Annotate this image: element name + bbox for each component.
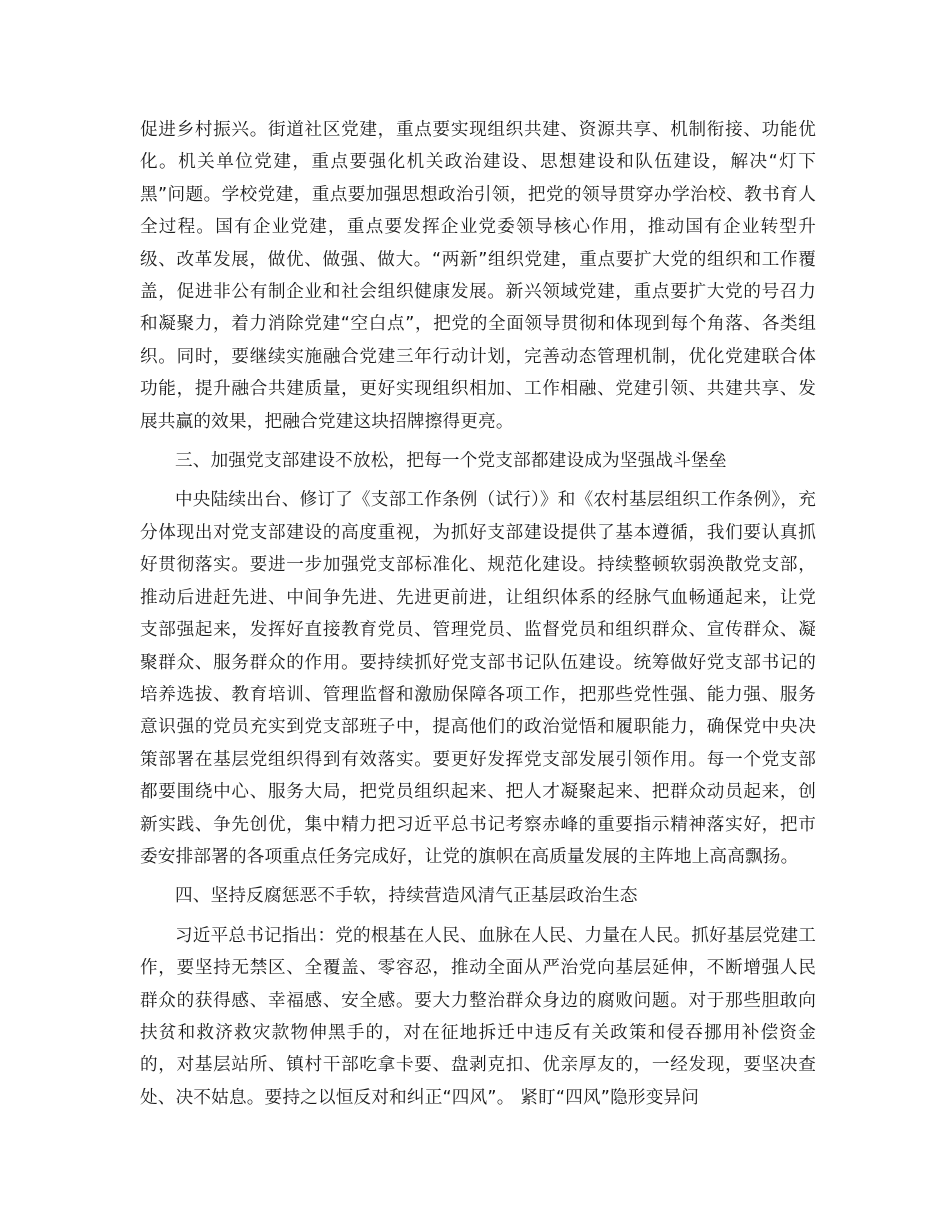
paragraph-party-branch-construction: 中央陆续出台、修订了《支部工作条例（试行）》和《农村基层组织工作条例》，充分体现出对党支部建设的高度重视，为抓好支部建设提供了基本遵循，我们要认真抓好贯彻落实。要进一步加强党支部标准化、规范化建设。持续整顿软弱涣散党支部，推动后进赶先进、中间争先进、先进更前进，让组织体系的经脉气血畅通起来，让党支部强起来，发挥好直接教育党员、管理党员、监督党员和组织群众、宣传群众、凝聚群众、服务群众的作用。要持续抓好党支部书记队伍建设。统筹做好党支部书记的培养选拔、教育培训、管理监督和激励保障各项工作，把那些党性强、能力强、服务意识强的党员充实到党支部班子中，提高他们的政治觉悟和履职能力，确保党中央决策部署在基层党组织得到有效落实。要更好发挥党支部发展引领作用。每一个党支部都要围绕中心、服务大局，把党员组织起来、把人才凝聚起来、把群众动员起来，创新实践、争先创优，集中精力把习近平总书记考察赤峰的重要指示精神落实好，把市委安排部署的各项重点任务完成好，让党的旗帜在高质量发展的主阵地上高高飘扬。 [140, 490, 816, 867]
section-heading-3: 三、加强党支部建设不放松，把每一个党支部都建设成为坚强战斗堡垒 [175, 451, 727, 472]
paragraph-gap [140, 873, 816, 880]
paragraph-gap [140, 477, 816, 484]
section-heading-4: 四、坚持反腐惩恶不手软，持续营造风清气正基层政治生态 [175, 886, 638, 907]
paragraph-party-building-fields: 促进乡村振兴。街道社区党建，重点要实现组织共建、资源共享、机制衔接、功能优化。机关单位党建，重点要强化机关政治建设、思想建设和队伍建设，解决“灯下黑”问题。学校党建，重点要加强思想政治引领，把党的领导贯穿办学治校、教书育人全过程。国有企业党建，重点要发挥企业党委领导核心作用，推动国有企业转型升级、改革发展，做优、做强、做大。“两新”组织党建，重点要扩大党的组织和工作覆盖，促进非公有制企业和社会组织健康发展。新兴领域党建，重点要扩大党的号召力和凝聚力，着力消除党建“空白点”，把党的全面领导贯彻和体现到每个角落、各类组织。同时，要继续实施融合党建三年行动计划，完善动态管理机制，优化党建联合体功能，提升融合共建质量，更好实现组织相加、工作相融、党建引领、共建共享、发展共赢的效果，把融合党建这块招牌擦得更亮。 [140, 120, 816, 432]
document-body [140, 114, 816, 1114]
paragraph-gap [140, 438, 816, 445]
paragraph-anti-corruption: 习近平总书记指出：党的根基在人民、血脉在人民、力量在人民。抓好基层党建工作，要坚持无禁区、全覆盖、零容忍，推动全面从严治党向基层延伸，不断增强人民群众的获得感、幸福感、安全感。要大力整治群众身边的腐败问题。对于那些胆敢向扶贫和救济救灾款物伸黑手的，对在征地拆迁中违反有关政策和侵吞挪用补偿资金的，对基层站所、镇村干部吃拿卡要、盘剥克扣、优亲厚友的，一经发现，要坚决查处、决不姑息。要持之以恒反对和纠正“四风”。 紧盯“四风”隐形变异问 [140, 925, 816, 1108]
paragraph-gap [140, 913, 816, 920]
